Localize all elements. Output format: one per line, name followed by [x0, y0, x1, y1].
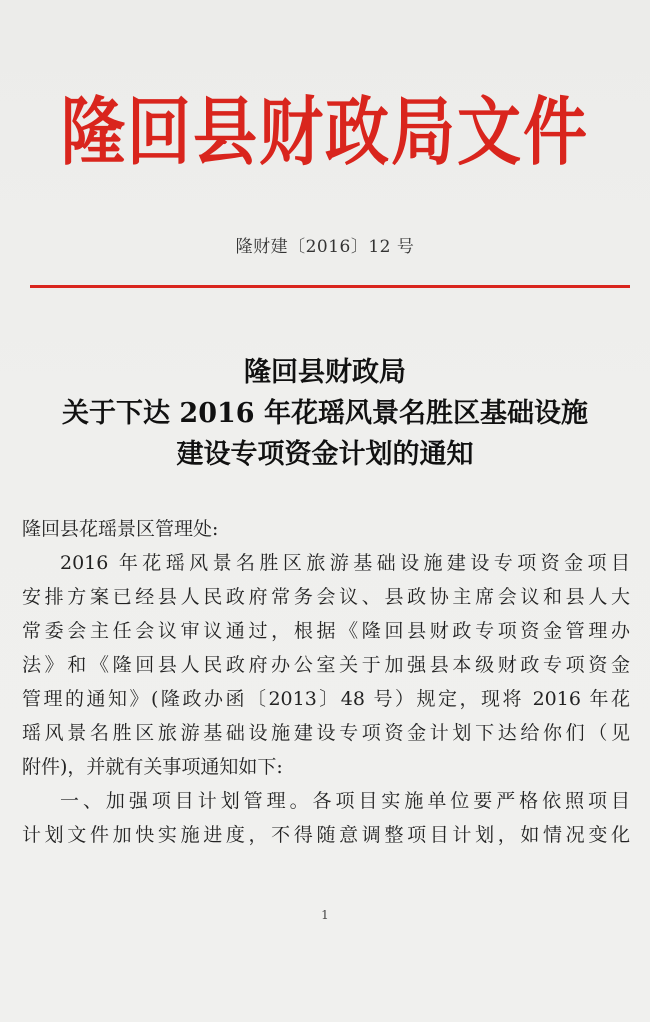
- paragraph-line: 安排方案已经县人民政府常务会议、县政协主席会议和县人大: [22, 586, 630, 608]
- notice-title-line: 建设专项资金计划的通知: [176, 439, 474, 470]
- document-header-title: 隆回县财政局文件: [61, 89, 589, 176]
- addressee: 隆回县花瑶景区管理处:: [22, 518, 219, 540]
- red-divider-line: [30, 285, 630, 288]
- document-body: [22, 512, 630, 852]
- paragraph-line: 附件)，并就有关事项通知如下:: [22, 756, 283, 778]
- document-number: 隆财建〔2016〕12 号: [235, 237, 415, 257]
- paragraph-line: 常委会主任会议审议通过，根据《隆回县财政专项资金管理办: [22, 620, 630, 642]
- paragraph-line: 一、加强项目计划管理。各项目实施单位要严格依照项目: [60, 790, 630, 812]
- paragraph-line: 法》和《隆回县人民政府办公室关于加强县本级财政专项资金: [22, 654, 630, 676]
- notice-title-line: 隆回县财政局: [244, 357, 406, 388]
- notice-title: [0, 352, 650, 475]
- paragraph-line: 计划文件加快实施进度，不得随意调整项目计划，如情况变化: [22, 824, 630, 846]
- page-number: 1: [321, 908, 329, 922]
- paragraph-line: 2016 年花瑶风景名胜区旅游基础设施建设专项资金项目: [60, 552, 630, 574]
- paragraph-line: 瑶风景名胜区旅游基础设施建设专项资金计划下达给你们（见: [22, 722, 630, 744]
- notice-title-line: 关于下达 2016 年花瑶风景名胜区基础设施: [62, 398, 588, 429]
- paragraph-line: 管理的通知》(隆政办函〔2013〕48 号）规定，现将 2016 年花: [22, 688, 630, 710]
